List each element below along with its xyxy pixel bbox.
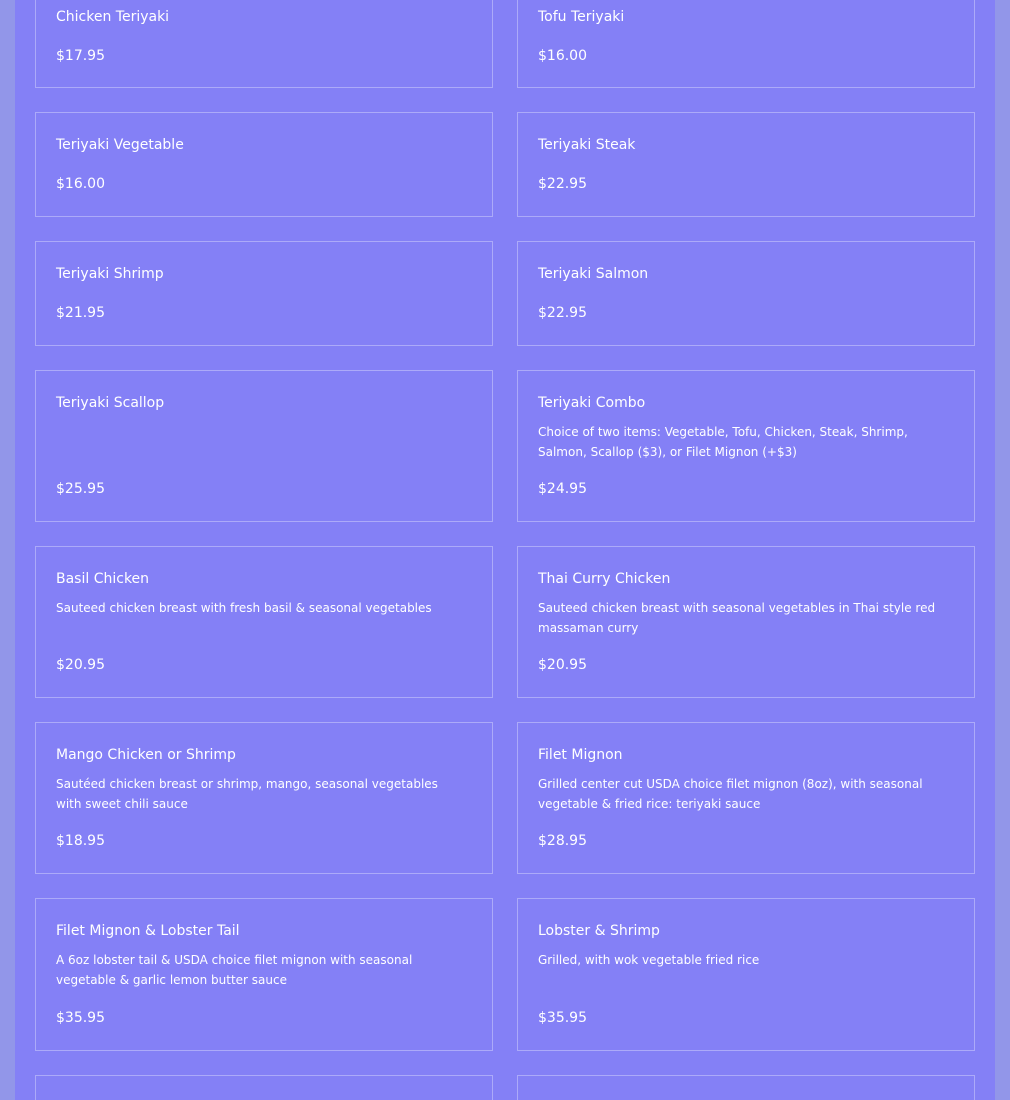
menu-item-name: Teriyaki Scallop bbox=[56, 395, 165, 411]
menu-item-name: Filet Mignon & Lobster Tail bbox=[56, 923, 240, 939]
menu-item-name: Mango Chicken or Shrimp bbox=[56, 747, 236, 763]
menu-item-card[interactable] bbox=[517, 0, 975, 88]
menu-item-card-partial[interactable] bbox=[35, 1075, 493, 1100]
menu-item-name: Tofu Teriyaki bbox=[538, 9, 625, 25]
menu-item-description: Grilled, with wok vegetable fried rice bbox=[538, 953, 760, 967]
menu-item-description: Sauteed chicken breast with fresh basil & seasonal vegetables bbox=[56, 601, 432, 615]
menu-item-price: $22.95 bbox=[538, 305, 587, 321]
menu-item-price: $18.95 bbox=[56, 833, 105, 849]
menu-item-card[interactable] bbox=[35, 112, 493, 217]
menu-item-card-partial[interactable] bbox=[517, 1075, 975, 1100]
menu-item-name: Chicken Teriyaki bbox=[56, 9, 170, 25]
menu-item-card[interactable] bbox=[517, 241, 975, 346]
menu-item-name: Filet Mignon bbox=[538, 747, 623, 763]
menu-item-card[interactable] bbox=[35, 898, 493, 1051]
menu-item-card[interactable] bbox=[35, 546, 493, 698]
menu-item-card[interactable] bbox=[517, 370, 975, 522]
menu-item-description: Sautéed chicken breast or shrimp, mango, seasonal vegetables with sweet chili sauce bbox=[56, 777, 438, 811]
menu-item-name: Lobster & Shrimp bbox=[538, 923, 660, 939]
menu-item-card[interactable] bbox=[35, 241, 493, 346]
menu-item-description: Sauteed chicken breast with seasonal vegetables in Thai style red massaman curry bbox=[538, 601, 936, 635]
menu-item-price: $35.95 bbox=[538, 1010, 587, 1026]
menu-item-name: Basil Chicken bbox=[56, 571, 150, 587]
menu-item-price: $20.95 bbox=[538, 657, 587, 673]
menu-item-price: $20.95 bbox=[56, 657, 105, 673]
menu-item-name: Teriyaki Vegetable bbox=[56, 137, 184, 153]
menu-item-name: Thai Curry Chicken bbox=[538, 571, 671, 587]
menu-item-price: $21.95 bbox=[56, 305, 105, 321]
menu-item-name: Teriyaki Salmon bbox=[538, 266, 649, 282]
menu-item-card[interactable] bbox=[35, 722, 493, 874]
menu-item-description: Grilled center cut USDA choice filet mignon (8oz), with seasonal vegetable & fried rice: teriyaki sauce bbox=[538, 777, 923, 811]
menu-panel bbox=[15, 0, 995, 1100]
right-margin-strip bbox=[995, 0, 1010, 1100]
menu-item-description: A 6oz lobster tail & USDA choice filet mignon with seasonal vegetable & garlic lemon butter sauce bbox=[56, 953, 413, 987]
menu-item-name: Teriyaki Combo bbox=[538, 395, 646, 411]
menu-item-price: $28.95 bbox=[538, 833, 587, 849]
menu-item-price: $17.95 bbox=[56, 48, 105, 64]
menu-item-card[interactable] bbox=[35, 370, 493, 522]
menu-item-card[interactable] bbox=[35, 0, 493, 88]
menu-item-price: $16.00 bbox=[538, 48, 587, 64]
menu-item-price: $22.95 bbox=[538, 176, 587, 192]
menu-item-card[interactable] bbox=[517, 722, 975, 874]
menu-item-price: $24.95 bbox=[538, 481, 587, 497]
menu-item-price: $16.00 bbox=[56, 176, 105, 192]
menu-item-card[interactable] bbox=[517, 112, 975, 217]
menu-item-price: $25.95 bbox=[56, 481, 105, 497]
menu-item-name: Teriyaki Steak bbox=[538, 137, 636, 153]
menu-item-card[interactable] bbox=[517, 898, 975, 1051]
menu-item-name: Teriyaki Shrimp bbox=[56, 266, 164, 282]
left-margin-strip bbox=[0, 0, 15, 1100]
menu-item-description: Choice of two items: Vegetable, Tofu, Chicken, Steak, Shrimp, Salmon, Scallop ($3), or Filet Mignon (+$3) bbox=[538, 425, 908, 459]
menu-item-card[interactable] bbox=[517, 546, 975, 698]
menu-item-price: $35.95 bbox=[56, 1010, 105, 1026]
